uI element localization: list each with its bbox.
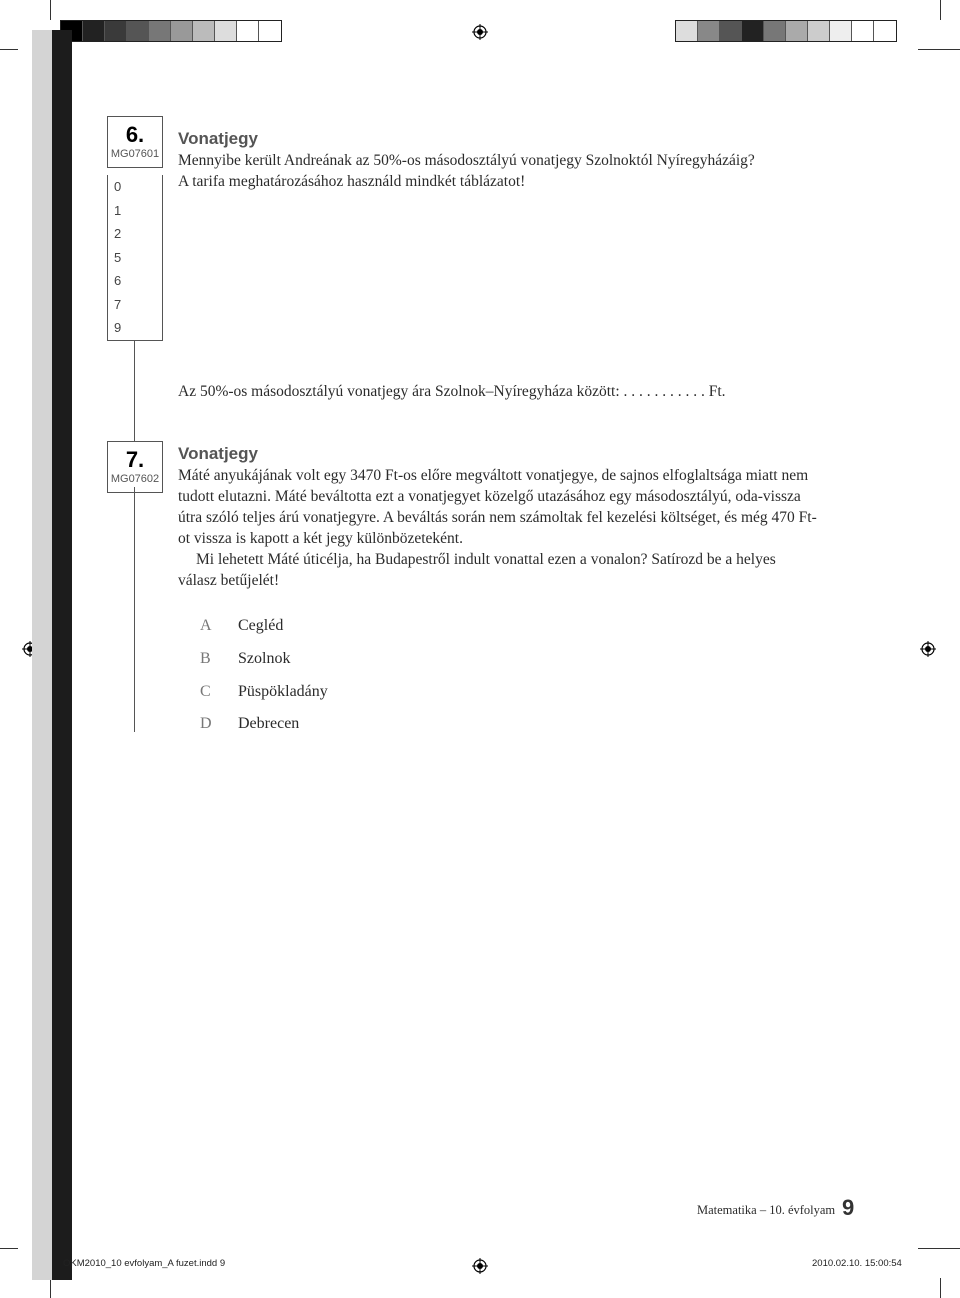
page-number: 9 — [842, 1195, 855, 1220]
question-text-line: A tarifa meghatározásához használd mindkét táblázatot! — [178, 173, 526, 190]
crop-mark — [50, 0, 51, 20]
color-bar-right — [675, 20, 897, 42]
score-box[interactable]: 0 — [114, 179, 122, 194]
option-text: Szolnok — [238, 650, 291, 668]
question-text-line: Mennyibe került Andreának az 50%-os másodosztályú vonatjegy Szolnoktól Nyíregyházáig? — [178, 152, 755, 169]
question-7-text — [178, 465, 818, 591]
score-box[interactable]: 5 — [114, 249, 122, 265]
registration-mark-bottom-icon — [472, 1258, 488, 1274]
question-7-title: Vonatjegy — [178, 444, 258, 463]
question-7-number-box — [107, 441, 163, 493]
question-code: MG07601 — [110, 148, 160, 160]
registration-mark-top-icon — [472, 24, 488, 40]
option-a[interactable] — [200, 610, 328, 643]
crop-mark — [918, 1248, 960, 1249]
crop-mark — [0, 49, 18, 50]
question-6-title: Vonatjegy — [178, 129, 258, 148]
option-text: Cegléd — [238, 617, 284, 635]
question-6-text — [178, 150, 818, 192]
question-6-number-box — [107, 116, 163, 168]
question-6-score-boxes — [107, 175, 163, 341]
crop-mark — [918, 49, 960, 50]
color-bar-left — [60, 20, 282, 42]
slug-file: OKM2010_10 evfolyam_A fuzet.indd 9 — [63, 1258, 226, 1269]
question-6-line — [134, 341, 135, 441]
registration-mark-right-icon — [920, 641, 936, 657]
crop-mark — [0, 1248, 18, 1249]
crop-mark — [50, 1278, 51, 1298]
option-text: Püspökladány — [238, 682, 328, 700]
option-b[interactable] — [200, 643, 328, 676]
option-c[interactable] — [200, 675, 328, 708]
footer-title: Matematika – 10. évfolyam — [697, 1203, 836, 1217]
score-box[interactable]: 1 — [114, 202, 122, 218]
answer-options — [200, 610, 328, 741]
margin-bar-dark — [52, 30, 72, 1280]
slug-date: 2010.02.10. 15:00:54 — [812, 1258, 902, 1269]
option-d[interactable] — [200, 708, 328, 741]
question-6-answer-line: Az 50%-os másodosztályú vonatjegy ára Szolnok–Nyíregyháza között: . . . . . . . . . . . Ft. — [178, 383, 726, 400]
score-box[interactable]: 6 — [114, 273, 122, 288]
crop-mark — [940, 0, 941, 20]
question-paragraph: Máté anyukájának volt egy 3470 Ft-os előre megváltott vonatjegye, de sajnos elfoglaltsága miatt nem tudott elutazni. Máté beváltotta ezt a vonatjegyet közelgő utazásához egy másodosztályú, oda-vissza útra szóló teljes árú vonatjegyre. A beváltás során nem számoltak fel kezelési költséget, és még 470 Ft-ot vissza is kapott a két jegy különbözeteként. — [178, 467, 817, 547]
score-box[interactable]: 7 — [114, 296, 122, 312]
score-box[interactable]: 9 — [114, 320, 122, 335]
question-7-line — [134, 487, 135, 732]
option-letter[interactable]: B — [200, 650, 211, 668]
question-number: 6. — [125, 122, 145, 147]
question-number: 7. — [125, 447, 145, 472]
option-letter[interactable]: C — [200, 682, 211, 700]
option-letter[interactable]: A — [200, 617, 212, 635]
score-box[interactable]: 2 — [114, 226, 122, 241]
crop-mark — [940, 1278, 941, 1298]
question-code: MG07602 — [110, 473, 160, 485]
question-paragraph: Mi lehetett Máté úticélja, ha Budapestről indult vonattal ezen a vonalon? Satírozd be a helyes válasz betűjelét! — [178, 551, 776, 589]
margin-bar-grey — [32, 30, 52, 1280]
option-text: Debrecen — [238, 715, 300, 733]
option-letter[interactable]: D — [200, 715, 212, 733]
